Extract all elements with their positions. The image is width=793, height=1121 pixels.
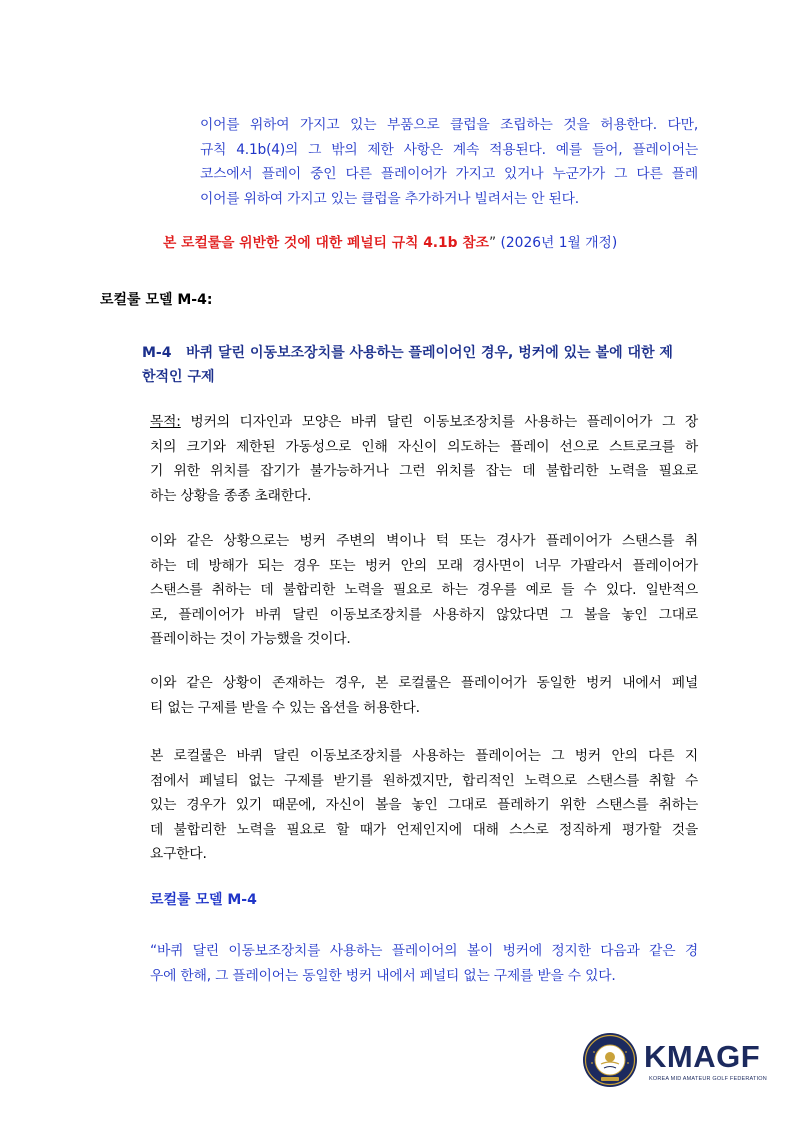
logo-subtitle: KOREA MID AMATEUR GOLF FEDERATION bbox=[649, 1076, 767, 1082]
purpose-line: 하는 상황을 종종 초래한다. bbox=[150, 487, 312, 504]
m4-heading-line: M-4 바퀴 달린 이동보조장치를 사용하는 플레이어인 경우, 벙커에 있는 볼에 대한 제 bbox=[142, 345, 673, 361]
assessment-paragraph bbox=[150, 744, 698, 867]
situation-line: 이와 같은 상황으로는 벙커 주변의 벽이나 턱 또는 경사가 플레이어가 스탠스를 취 bbox=[150, 533, 698, 549]
intro-line: 이어를 위하여 가지고 있는 클럽을 추가하거나 빌려서는 안 된다. bbox=[200, 190, 579, 207]
assessment-line: 있는 경우가 있기 때문에, 자신이 볼을 놓인 그대로 플레하기 위한 스탠스를 취하는 bbox=[150, 797, 698, 813]
situation-paragraph bbox=[150, 529, 698, 652]
model-line: 우에 한해, 그 플레이어는 동일한 벙커 내에서 페널티 없는 구제를 받을 수 있다. bbox=[150, 967, 616, 984]
intro-line: 규칙 4.1b(4)의 그 밖의 제한 사항은 계속 적용된다. 예를 들어, 플레이어는 bbox=[200, 141, 698, 158]
purpose-line: 기 위한 위치를 잡기가 불가능하거나 그런 위치를 잡는 데 불합리한 노력을 필요로 bbox=[150, 463, 698, 479]
model-paragraph bbox=[150, 939, 698, 988]
option-line: 티 없는 구제를 받을 수 있는 옵션을 허용한다. bbox=[150, 699, 420, 716]
assessment-line: 요구한다. bbox=[150, 846, 207, 862]
option-line: 이와 같은 상황이 존재하는 경우, 본 로컬룰은 플레이어가 동일한 벙커 내에서 페널 bbox=[150, 675, 698, 691]
purpose-paragraph bbox=[150, 410, 698, 508]
purpose-line: 치의 크기와 제한된 가동성으로 인해 자신이 의도하는 플레이 선으로 스트로크를 하 bbox=[150, 438, 698, 455]
penalty-text: 본 로컬룰을 위반한 것에 대한 페널티 규칙 4.1b 참조 bbox=[163, 235, 489, 251]
purpose-line: 벙커의 디자인과 모양은 바퀴 달린 이동보조장치를 사용하는 플레이어가 그 장 bbox=[180, 414, 698, 430]
kmagf-logo bbox=[582, 1030, 767, 1090]
penalty-quote: ” bbox=[488, 235, 497, 251]
assessment-line: 점에서 페널티 없는 구제를 받기를 원하겠지만, 합리적인 노력으로 스탠스를 취할 수 bbox=[150, 772, 698, 789]
model-heading: 로컬룰 모델 M-4 bbox=[150, 892, 257, 908]
assessment-line: 데 불합리한 노력을 필요로 할 때가 언제인지에 대해 스스로 정직하게 평가할 것을 bbox=[150, 821, 698, 838]
intro-line: 코스에서 플레이 중인 다른 플레이어가 가지고 있거나 누군가가 그 다른 플레 bbox=[200, 166, 698, 182]
purpose-label: 목적: bbox=[150, 414, 181, 430]
section-title: 로컬룰 모델 M-4: bbox=[100, 292, 213, 308]
situation-line: 로, 플레이어가 바퀴 달린 이동보조장치를 사용하지 않았다면 그 볼을 놓인 그대로 bbox=[150, 606, 698, 623]
model-line: “바퀴 달린 이동보조장치를 사용하는 플레이어의 볼이 벙커에 정지한 다음과 같은 경 bbox=[150, 943, 698, 959]
option-paragraph bbox=[150, 671, 698, 720]
intro-line: 이어를 위하여 가지고 있는 부품으로 클럽을 조립하는 것을 허용한다. 다만, bbox=[200, 117, 698, 133]
logo-wordmark: KMAGF bbox=[644, 1039, 761, 1074]
m4-heading-line: 한적인 구제 bbox=[142, 369, 215, 385]
assessment-line: 본 로컬룰은 바퀴 달린 이동보조장치를 사용하는 플레이어는 그 벙커 안의 다른 지 bbox=[150, 748, 698, 764]
situation-line: 하는 데 방해가 되는 경우 또는 벙커 안의 모래 경사면이 너무 가팔라서 플레이어가 bbox=[150, 557, 698, 574]
revision-note: (2026년 1월 개정) bbox=[496, 235, 618, 251]
situation-line: 스탠스를 취하는 데 불합리한 노력을 필요로 하는 경우를 예로 들 수 있다. 일반적으 bbox=[150, 582, 698, 598]
situation-line: 플레이하는 것이 가능했을 것이다. bbox=[150, 631, 351, 647]
m4-heading bbox=[142, 341, 700, 389]
penalty-line bbox=[163, 233, 723, 253]
intro-paragraph bbox=[200, 113, 698, 211]
